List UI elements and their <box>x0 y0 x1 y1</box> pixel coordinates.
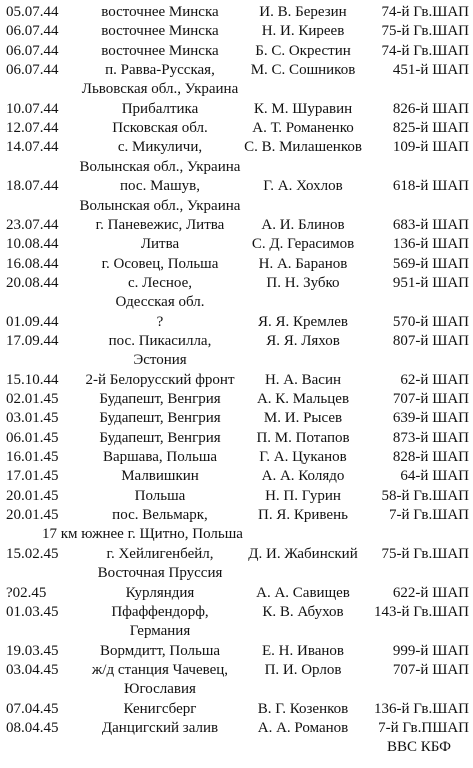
table-row-continuation <box>0 293 473 312</box>
date-cell: 19.03.45 <box>6 642 59 659</box>
unit-cell: 74-й Гв.ШАП <box>381 42 469 59</box>
place-cell: пос. Машув, <box>120 178 200 195</box>
unit-cell: 451-й ШАП <box>392 62 469 79</box>
table-row <box>0 22 473 41</box>
date-cell: 17.01.45 <box>6 468 59 485</box>
name-cell: П. М. Потапов <box>256 429 350 446</box>
date-cell: 05.07.44 <box>6 4 59 20</box>
place-cell: ж/д станция Чачевец, <box>91 661 229 678</box>
name-cell: И. В. Березин <box>259 4 347 20</box>
date-cell: 20.01.45 <box>6 487 59 504</box>
name-cell: М. С. Сошников <box>250 62 356 79</box>
name-cell: Е. Н. Иванов <box>262 642 344 659</box>
table-row-continuation <box>0 738 473 757</box>
table-row <box>0 3 473 22</box>
place-cell-continuation: Югославия <box>124 681 196 698</box>
table-row <box>0 545 473 564</box>
unit-cell: 622-й ШАП <box>392 584 469 601</box>
date-cell: 15.02.45 <box>6 545 59 562</box>
place-cell-continuation: Эстония <box>133 352 187 369</box>
date-cell: 12.07.44 <box>6 120 59 137</box>
table-row <box>0 390 473 409</box>
date-cell: 06.07.44 <box>6 23 59 40</box>
place-cell: Будапешт, Венгрия <box>99 410 221 427</box>
place-cell: Варшава, Польша <box>102 449 218 466</box>
table-row <box>0 332 473 351</box>
table-row <box>0 506 473 525</box>
name-cell: Б. С. Окрестин <box>255 42 351 59</box>
table-row-continuation <box>0 622 473 641</box>
place-cell: Будапешт, Венгрия <box>99 429 221 446</box>
table-row <box>0 719 473 738</box>
date-cell: 06.01.45 <box>6 429 59 446</box>
table-row <box>0 138 473 157</box>
table-row <box>0 661 473 680</box>
place-cell: Пфаффендорф, <box>111 603 209 620</box>
name-cell: Г. А. Хохлов <box>263 178 343 195</box>
unit-cell: 109-й ШАП <box>392 139 469 156</box>
unit-cell: 807-й ШАП <box>392 332 469 349</box>
date-cell: 18.07.44 <box>6 178 59 195</box>
name-cell: К. В. Абухов <box>262 603 344 620</box>
unit-cell: 74-й Гв.ШАП <box>381 4 469 20</box>
place-cell-continuation: Волынская обл., Украина <box>79 197 241 214</box>
unit-cell: 58-й Гв.ШАП <box>381 487 469 504</box>
name-cell: С. В. Милашенков <box>244 139 362 156</box>
name-cell: Д. И. Жабинский <box>248 545 358 562</box>
name-cell: А. А. Савищев <box>256 584 350 601</box>
date-cell: ?02.45 <box>6 584 47 601</box>
name-cell: П. Я. Кривень <box>258 507 348 524</box>
place-cell: Малвишкин <box>121 468 199 485</box>
date-cell: 10.08.44 <box>6 236 59 253</box>
place-cell: Литва <box>140 236 180 253</box>
table-row <box>0 42 473 61</box>
table-row <box>0 603 473 622</box>
table-row-continuation <box>0 80 473 99</box>
place-cell: п. Равва-Русская, <box>105 62 215 79</box>
unit-cell: 136-й Гв.ШАП <box>373 700 469 717</box>
table-row <box>0 467 473 486</box>
place-cell: г. Паневежис, Литва <box>95 216 225 233</box>
name-cell: А. К. Мальцев <box>256 391 350 407</box>
unit-cell: 999-й ШАП <box>392 642 469 659</box>
place-cell-continuation: Восточная Пруссия <box>97 565 223 582</box>
date-cell: 23.07.44 <box>6 216 59 233</box>
table-row <box>0 100 473 119</box>
unit-cell: 618-й ШАП <box>392 178 469 195</box>
name-cell: Я. Я. Ляхов <box>266 332 340 349</box>
unit-cell: 570-й ШАП <box>392 313 469 330</box>
unit-cell: 683-й ШАП <box>392 216 469 233</box>
place-cell: г. Осовец, Польша <box>101 255 219 272</box>
date-cell: 07.04.45 <box>6 700 59 717</box>
table-row <box>0 235 473 254</box>
place-cell: восточнее Минска <box>101 4 219 20</box>
name-cell: М. И. Рысев <box>263 410 343 427</box>
place-cell-continuation: Волынская обл., Украина <box>79 158 241 175</box>
place-cell: 2-й Белорусский фронт <box>85 371 235 388</box>
place-cell: восточнее Минска <box>101 42 219 59</box>
table-row <box>0 409 473 428</box>
table-row <box>0 216 473 235</box>
table-row-continuation <box>0 351 473 370</box>
date-cell: 20.08.44 <box>6 274 59 291</box>
name-cell: Г. А. Цуканов <box>259 449 347 466</box>
name-cell: Н. И. Киреев <box>261 23 345 40</box>
date-cell: 15.10.44 <box>6 371 59 388</box>
table-row <box>0 584 473 603</box>
unit-cell: 707-й ШАП <box>392 391 469 407</box>
name-cell: А. А. Колядо <box>261 468 345 485</box>
table-row <box>0 255 473 274</box>
unit-cell: 7-й Гв.ШАП <box>388 507 469 524</box>
unit-cell: 7-й Гв.ПШАП <box>378 719 469 736</box>
table-row <box>0 700 473 719</box>
table-row <box>0 429 473 448</box>
place-cell: г. Хейлигенбейл, <box>106 545 214 562</box>
unit-cell: 873-й ШАП <box>392 429 469 446</box>
place-cell-continuation: Одесская обл. <box>115 294 205 311</box>
name-cell: Н. П. Гурин <box>265 487 341 504</box>
place-cell-continuation: Львовская обл., Украина <box>81 81 239 98</box>
date-cell: 14.07.44 <box>6 139 59 156</box>
name-cell: К. М. Шуравин <box>253 100 353 117</box>
unit-cell: 951-й ШАП <box>392 274 469 291</box>
unit-cell: 75-й Гв.ШАП <box>381 545 469 562</box>
date-cell: 03.04.45 <box>6 661 59 678</box>
name-cell: В. Г. Козенков <box>257 700 349 717</box>
name-cell: Н. А. Васин <box>264 371 342 388</box>
place-cell: Польша <box>134 487 186 504</box>
table-row <box>0 448 473 467</box>
table-row <box>0 61 473 80</box>
place-cell: пос. Вельмарк, <box>112 507 208 524</box>
date-cell: 06.07.44 <box>6 42 59 59</box>
place-cell: с. Микуличи, <box>117 139 203 156</box>
table-row-continuation <box>0 564 473 583</box>
name-cell: П. Н. Зубко <box>266 274 340 291</box>
date-cell: 03.01.45 <box>6 410 59 427</box>
place-cell: Вормдитт, Польша <box>99 642 221 659</box>
unit-cell: 826-й ШАП <box>392 100 469 117</box>
date-cell: 10.07.44 <box>6 100 59 117</box>
table-row <box>0 274 473 293</box>
date-cell: 01.03.45 <box>6 603 59 620</box>
table-row <box>0 313 473 332</box>
place-cell: Псковская обл. <box>112 120 208 137</box>
unit-cell: 75-й Гв.ШАП <box>381 23 469 40</box>
unit-cell: 136-й ШАП <box>392 236 469 253</box>
table-row <box>0 642 473 661</box>
date-cell: 08.04.45 <box>6 719 59 736</box>
table-row <box>0 177 473 196</box>
name-cell: П. И. Орлов <box>264 661 342 678</box>
unit-cell: 569-й ШАП <box>392 255 469 272</box>
place-cell: Курляндия <box>125 584 195 601</box>
table-row <box>0 371 473 390</box>
date-cell: 06.07.44 <box>6 62 59 79</box>
place-cell: Данцигский залив <box>101 719 219 736</box>
place-cell: Будапешт, Венгрия <box>99 391 221 407</box>
table-row-continuation <box>0 197 473 216</box>
unit-cell: 825-й ШАП <box>392 120 469 137</box>
table-row-continuation <box>0 680 473 699</box>
place-cell: Прибалтика <box>121 100 199 117</box>
unit-cell: 828-й ШАП <box>392 449 469 466</box>
date-cell: 16.01.45 <box>6 449 59 466</box>
unit-cell: 707-й ШАП <box>392 661 469 678</box>
place-cell-continuation: 17 км южнее г. Щитно, Польша <box>42 526 243 543</box>
name-cell: Н. А. Баранов <box>258 255 348 272</box>
name-cell: А. А. Романов <box>257 719 349 736</box>
unit-cell: 62-й ШАП <box>400 371 469 388</box>
unit-cell: 143-й Гв.ШАП <box>373 603 469 620</box>
date-cell: 17.09.44 <box>6 332 59 349</box>
date-cell: 16.08.44 <box>6 255 59 272</box>
date-cell: 20.01.45 <box>6 507 59 524</box>
date-cell: 01.09.44 <box>6 313 59 330</box>
unit-cell: 639-й ШАП <box>392 410 469 427</box>
place-cell: восточнее Минска <box>101 23 219 40</box>
unit-cell: 64-й ШАП <box>400 468 469 485</box>
place-cell: с. Лесное, <box>127 274 193 291</box>
table-row <box>0 119 473 138</box>
place-cell: пос. Пикасилла, <box>108 332 212 349</box>
name-cell: А. Т. Романенко <box>252 120 354 137</box>
place-cell: Кенигсберг <box>123 700 197 717</box>
unit-cell-continuation: ВВС КБФ <box>386 739 451 756</box>
table-row-continuation <box>0 158 473 177</box>
name-cell: Я. Я. Кремлев <box>258 313 348 330</box>
place-cell-continuation: Германия <box>129 623 191 640</box>
place-cell: ? <box>156 313 164 330</box>
table-row-continuation <box>0 525 473 544</box>
name-cell: А. И. Блинов <box>261 216 345 233</box>
table-row <box>0 487 473 506</box>
name-cell: С. Д. Герасимов <box>251 236 355 253</box>
date-cell: 02.01.45 <box>6 391 59 407</box>
